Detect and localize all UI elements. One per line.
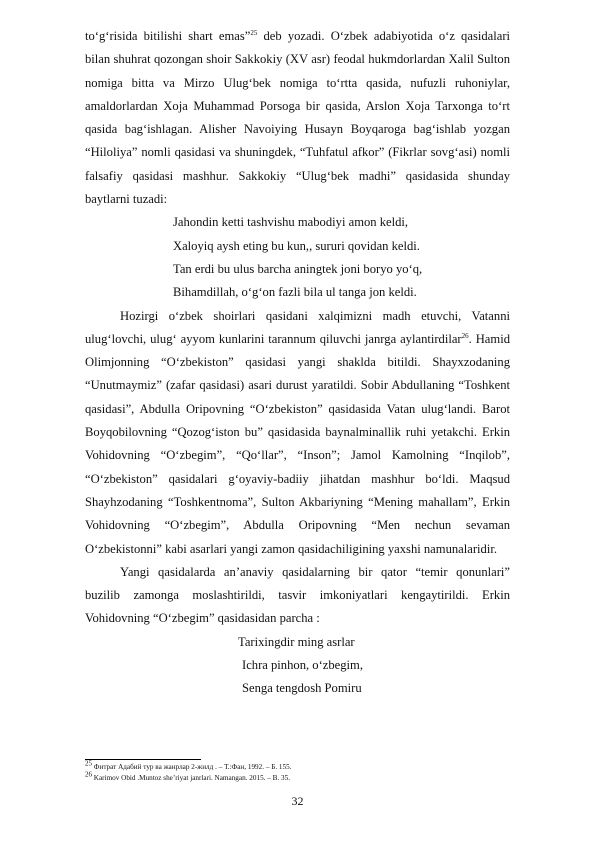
verse-block-2: [85, 631, 510, 701]
paragraph-1-text-a: to‘g‘risida bitilishi shart emas”: [85, 29, 251, 43]
page-body: [85, 25, 510, 701]
verse-block-1: [85, 211, 510, 304]
page-number: 32: [291, 794, 304, 808]
verse-line: Bihamdillah, o‘g‘on fazli bila ul tanga jon keldi.: [173, 285, 417, 300]
footnote-number: 26: [85, 770, 92, 779]
verse-line: Xaloyiq aysh eting bu kun,, sururi qovidan keldi.: [173, 238, 420, 253]
footnote-number: 25: [85, 759, 92, 768]
verse-line: Tarixingdir ming asrlar: [238, 634, 355, 649]
verse-line: Ichra pinhon, o‘zbegim,: [242, 658, 363, 673]
footnotes: [85, 759, 510, 783]
footnote-26: [85, 770, 510, 784]
footnote-divider: [85, 759, 201, 760]
verse-line: Tan erdi bu ulus barcha aningtek joni boryo yo‘q,: [173, 261, 423, 276]
paragraph-2-text-a: Hozirgi o‘zbek shoirlari qasidani xalqimizni madh etuvchi, Vatanni ulug‘lovchi, ulug‘ ayyom kunlarini tarannum qiluvchi janrga aylantirdilar: [85, 308, 510, 346]
paragraph-2: [85, 305, 510, 561]
footnote-25: [85, 759, 510, 773]
footnote-ref-26[interactable]: 26: [461, 331, 469, 340]
footnote-text: Karimov Obid .Muntoz she’riyat janrlari. Namangan. 2015. – B. 35.: [92, 773, 291, 782]
paragraph-1-text-b: deb yozadi. O‘zbek adabiyotida o‘z qasidalari bilan shuhrat qozongan shoir Sakkokiy (XV asr) feodal hukmdorlardan Xalil Sulton nomiga bitta va Mirzo Ulug‘bek nomiga to‘rtta qasida, nufuzli ruhoniylar, amaldorlardan Xoja Muhammad Porsoga bir qasida, Arslon Xoja Tarxonga to‘rt qasida bag‘ishlagan. Alisher Navoiying Husayn Boyqaroga bag‘ishlab yozgan “Hiloliya” nomli qasidasi va shuningdek, “Tuhfatul afkor” (Fikrlar sovg‘asi) nomli falsafiy qasidasi mashhur. Sakkokiy “Ulug‘bek madhi” qasidasida shunday baytlarni tuzadi:: [85, 29, 511, 207]
verse-line: Jahondin ketti tashvishu mabodiyi amon keldi,: [173, 215, 409, 230]
paragraph-2-text-b: . Hamid Olimjonning “O‘zbekiston” qasidasi yangi shaklda bitildi. Shayxzodaning “Unutmaymiz” (zafar qasidasi) asari durust yaratildi. Sobir Abdullaning “Toshkent qasidasi”, Abdulla Oripovning “O‘zbekiston” qasidasida Vatan ulug‘landi. Barot Boyqobilovning “Qozog‘iston bu” qasidasida baynalminallik ruhi yetakchi. Erkin Vohidovning “O‘zbegim”, “Qo‘llar”, “Inson”; Jamol Kamolning “Inqilob”, “O‘zbekiston” qasidalari g‘oyaviy-badiiy jihatdan mashhur bo‘ldi. Maqsud Shayhzodaning “Toshkentnoma”, Sulton Akbariyning “Mening mahallam”, Erkin Vohidovning “O‘zbegim”, Abdulla Oripovning “Men nechun sevaman O‘zbekistonni” kabi asarlari yangi zamon qasidachiligining yaxshi namunalaridir.: [85, 331, 510, 556]
footnote-ref-25[interactable]: 25: [250, 28, 258, 37]
footnote-text: Фитрат Адабий тур ва жанрлар 2-жилд . – Т.:Фан, 1992. – Б. 155.: [92, 763, 292, 771]
paragraph-3: Yangi qasidalarda an’anaviy qasidalarning bir qator “temir qonunlari” buzilib zamonga moslashtirildi, tasvir imkoniyatlari kengaytirildi. Erkin Vohidovning “O‘zbegim” qasidasidan parcha :: [85, 564, 510, 626]
paragraph-1: [85, 25, 510, 211]
verse-line: Senga tengdosh Pomiru: [242, 681, 362, 696]
